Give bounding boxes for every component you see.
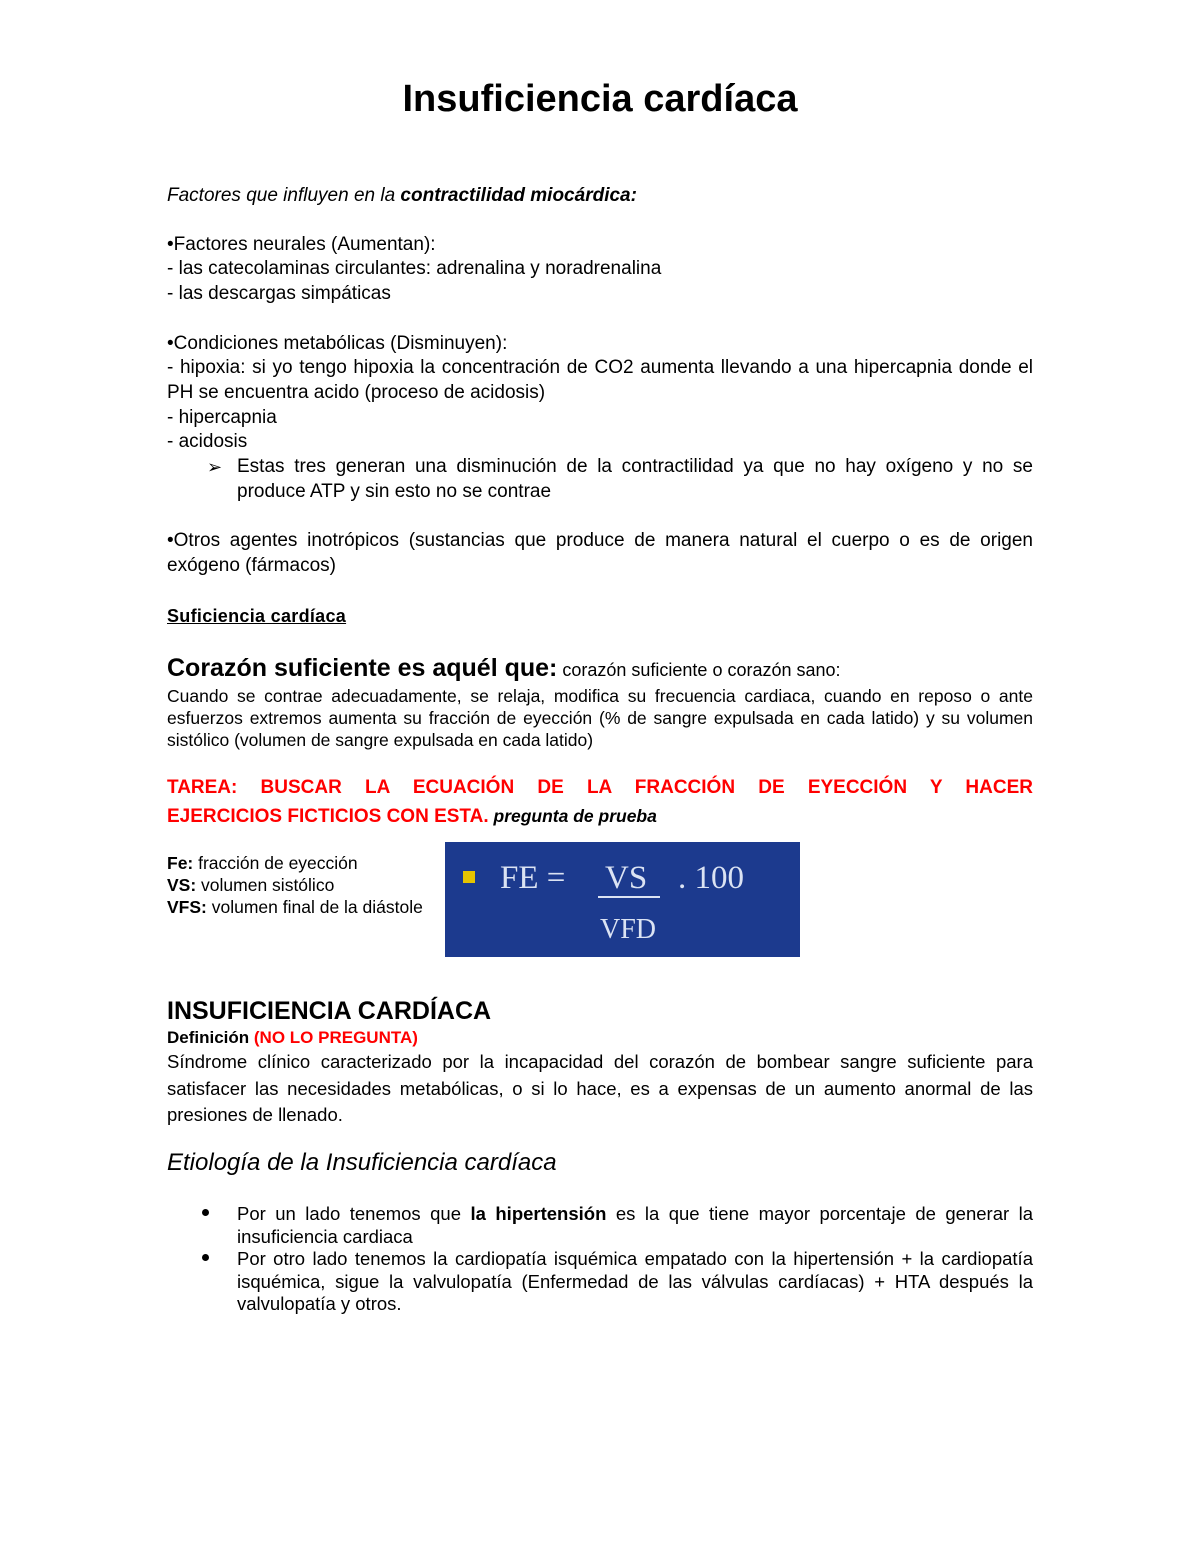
definition-text: fracción de eyección [193,853,358,873]
inotropic-paragraph: •Otros agentes inotrópicos (sustancias que produce de manera natural el cuerpo o es de origen exógeno (fármacos) [167,530,1033,576]
etiologia-list [167,1203,1033,1316]
arrow-bullet-icon: ➢ [207,457,223,477]
suficiencia-big-line [167,652,1033,687]
etiologia-b2: Por otro lado tenemos la cardiopatía isquémica empatado con la hipertensión + la cardiopatía isquémica, sigue la valvulopatía (Enfermedad de las válvulas cardíacas) + HTA después la valvulopatía y otros. [237,1248,1033,1314]
definicion-note: (NO LO PREGUNTA) [249,1028,418,1047]
insuficiencia-heading: INSUFICIENCIA CARDÍACA [167,997,492,1025]
definition-term: Fe: [167,853,194,873]
arrow-note-text: Estas tres generan una disminución de la contractilidad ya que no hay oxígeno y no se produce ATP y sin esto no se contrae [237,456,1033,502]
definition-fe [167,852,445,874]
definition-vfs [167,896,445,918]
list-item [167,1248,1033,1316]
definition-term: VS: [167,875,197,895]
metabolic-hipoxia-full: - hipoxia: si yo tengo hipoxia la concentración de CO2 aumenta llevando a una hipercapnia donde el PH se encuentra acido (proceso de acidosis) [167,357,1033,403]
bullet-dot-icon [202,1254,209,1261]
definicion-line [167,1027,1033,1049]
bullet-dot-icon [202,1209,209,1216]
suficiencia-big-tail: corazón suficiente o corazón sano: [557,660,841,680]
tarea-line-1: TAREA: BUSCAR LA ECUACIÓN DE LA FRACCIÓN DE EYECCIÓN Y HACER [167,777,1033,798]
definition-vs [167,874,445,896]
etiologia-heading: Etiología de la Insuficiencia cardíaca [167,1149,557,1176]
arrow-note [207,455,1033,504]
etiologia-b1-bold: la hipertensión [470,1203,607,1224]
etiologia-b1-post: es la que tiene mayor porcentaje de generar la insuficiencia cardiaca [237,1203,1034,1247]
definicion-body: Síndrome clínico caracterizado por la incapacidad del corazón de bombear sangre suficiente para satisfacer las necesidades metabólicas, o si lo hace, es a expensas de un aumento anormal de las presiones de llenado. [167,1051,1033,1125]
formula-image [445,842,800,957]
definition-text: volumen sistólico [196,875,335,895]
definitions-list [167,852,445,918]
intro-line [167,184,1033,209]
suficiencia-body: Cuando se contrae adecuadamente, se relaja, modifica su frecuencia cardiaca, cuando en reposo o ante esfuerzos extremos aumenta su fracción de eyección (% de sangre expulsada en cada latido) y su volumen sistólico (volumen de sangre expulsada en cada latido) [167,686,1033,750]
metabolic-item-acidosis: - acidosis [167,431,248,452]
suficiencia-heading: Suficiencia cardíaca [167,606,347,626]
suficiencia-big: Corazón suficiente es aquél que: [167,654,558,682]
metabolic-item-hipercapnia: - hipercapnia [167,407,277,428]
definicion-label: Definición [167,1028,250,1047]
formula-lhs: FE = [500,860,566,896]
tarea-line-2 [167,803,1033,830]
formula-numerator: VS [605,860,648,896]
list-item [167,1203,1033,1248]
etiologia-b1-pre: Por un lado tenemos que [237,1203,471,1224]
formula-times: . 100 [678,860,744,896]
intro-bold: contractilidad miocárdica: [400,185,637,206]
tarea-tail: pregunta de prueba [488,806,657,826]
fraction-bar [598,896,660,898]
square-bullet-icon [463,871,475,883]
neural-item-1: - las catecolaminas circulantes: adrenalina y noradrenalina [167,258,662,279]
intro-prefix: Factores que influyen en la [167,185,401,206]
definition-term: VFS: [167,897,207,917]
definition-text: volumen final de la diástole [206,897,423,917]
document-title: Insuficiencia cardíaca [402,78,798,120]
formula-denominator: VFD [600,914,657,945]
metabolic-heading: •Condiciones metabólicas (Disminuyen): [167,333,508,354]
tarea-line-2-text: EJERCICIOS FICTICIOS CON ESTA. [167,806,489,827]
neural-item-2: - las descargas simpáticas [167,283,391,304]
neural-heading: •Factores neurales (Aumentan): [167,234,436,255]
